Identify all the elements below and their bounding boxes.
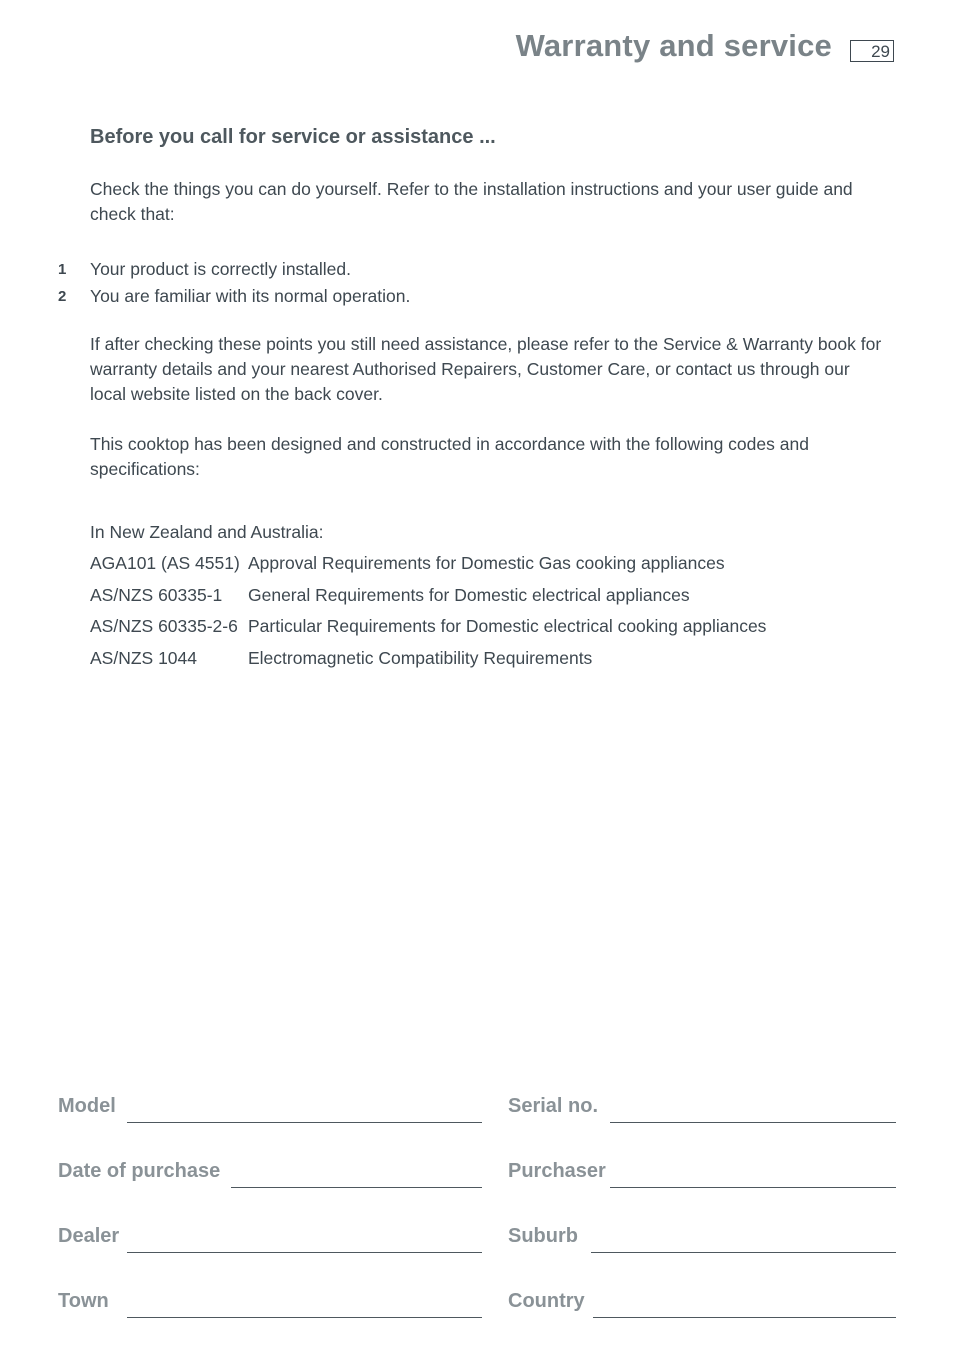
purchaser-line <box>610 1187 896 1188</box>
dealer-line <box>127 1252 482 1253</box>
suburb-field[interactable] <box>508 1223 896 1253</box>
intro-paragraph: Check the things you can do yourself. Refer to the installation instructions and your user guide and check that: <box>90 179 853 224</box>
country-label: Country <box>508 1290 585 1312</box>
country-line <box>593 1317 896 1318</box>
spec-description: Approval Requirements for Domestic Gas cooking appliances <box>248 553 725 573</box>
spec-code: AGA101 (AS 4551) <box>90 553 240 573</box>
country-field[interactable] <box>508 1288 896 1318</box>
compliance-paragraph: This cooktop has been designed and constructed in accordance with the following codes and specifications: <box>90 434 809 479</box>
suburb-line <box>591 1252 896 1253</box>
town-label: Town <box>58 1290 109 1312</box>
model-field[interactable] <box>58 1093 482 1123</box>
purchaser-label: Purchaser <box>508 1160 606 1182</box>
dealer-label: Dealer <box>58 1225 120 1247</box>
section-heading: Before you call for service or assistance ... <box>90 126 496 148</box>
serial-line <box>610 1122 896 1123</box>
list-text: Your product is correctly installed. <box>90 259 352 279</box>
list-number: 2 <box>58 288 67 305</box>
region-label: In New Zealand and Australia: <box>90 522 324 542</box>
spec-description: Particular Requirements for Domestic electrical cooking appliances <box>248 616 767 636</box>
date-of-purchase-label: Date of purchase <box>58 1160 221 1182</box>
list-number: 1 <box>58 261 67 278</box>
serial-label: Serial no. <box>508 1095 599 1117</box>
date-of-purchase-field[interactable] <box>58 1158 482 1188</box>
assistance-paragraph: If after checking these points you still need assistance, please refer to the Service & Warranty book for warranty details and your nearest Authorised Repairers, Customer Care, or contact us through our local website listed on the back cover. <box>90 334 882 404</box>
dealer-field[interactable] <box>58 1223 482 1253</box>
spec-description: Electromagnetic Compatibility Requirements <box>248 648 593 668</box>
town-line <box>127 1317 482 1318</box>
model-line <box>127 1122 482 1123</box>
suburb-label: Suburb <box>508 1225 578 1247</box>
spec-code: AS/NZS 1044 <box>90 648 197 668</box>
spec-code: AS/NZS 60335-2-6 <box>90 616 238 636</box>
model-label: Model <box>58 1095 116 1117</box>
serial-field[interactable] <box>508 1093 896 1123</box>
purchaser-field[interactable] <box>508 1158 896 1188</box>
page-title: Warranty and service <box>515 28 832 63</box>
spec-description: General Requirements for Domestic electrical appliances <box>248 585 690 605</box>
list-text: You are familiar with its normal operation. <box>90 286 411 306</box>
spec-code: AS/NZS 60335-1 <box>90 585 223 605</box>
page-number: 29 <box>850 40 894 62</box>
town-field[interactable] <box>58 1288 482 1318</box>
date-of-purchase-line <box>231 1187 482 1188</box>
